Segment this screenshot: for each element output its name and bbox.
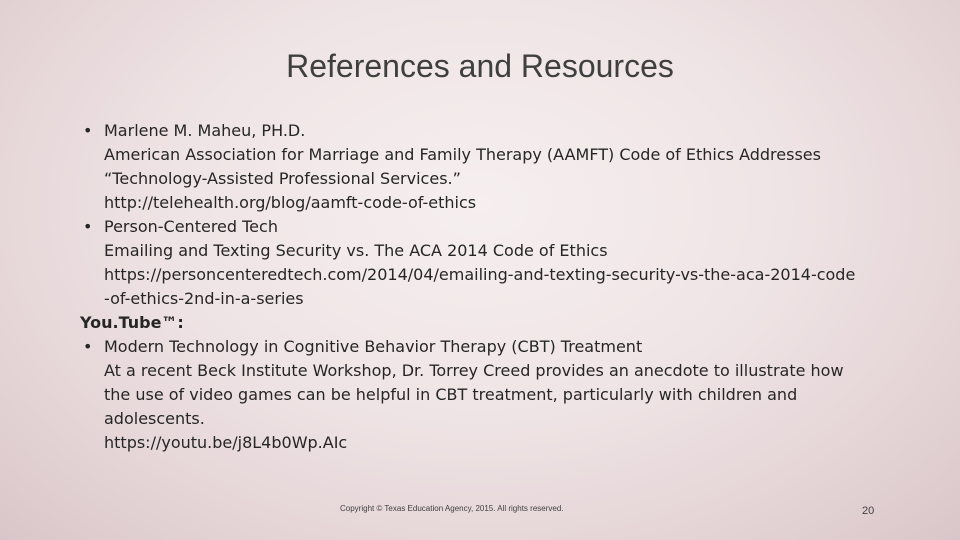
reference-2-url[interactable]: https://personcenteredtech.com/2014/04/emailing-and-texting-security-vs-the-aca-2014-code -of-ethics-2nd-in-a-series	[104, 265, 856, 308]
reference-2-title: Emailing and Texting Security vs. The ACA 2014 Code of Ethics	[104, 241, 608, 260]
reference-2-author: • Person-Centered Tech	[80, 215, 900, 239]
slide-title: References and Resources	[286, 48, 674, 84]
bullet-icon: •	[83, 217, 93, 236]
references-list	[80, 119, 900, 455]
reference-1-url[interactable]: http://telehealth.org/blog/aamft-code-of-ethics	[104, 193, 477, 212]
reference-1-subtitle: “Technology-Assisted Professional Services.”	[104, 169, 461, 188]
reference-1-title: American Association for Marriage and Family Therapy (AAMFT) Code of Ethics Addresses	[104, 145, 821, 164]
bullet-icon: •	[83, 121, 93, 140]
copyright-footer: Copyright © Texas Education Agency, 2015. All rights reserved.	[340, 504, 564, 513]
reference-3-title: • Modern Technology in Cognitive Behavior Therapy (CBT) Treatment	[80, 335, 900, 359]
youtube-heading: You.Tube™:	[80, 313, 184, 332]
reference-3-description: At a recent Beck Institute Workshop, Dr. Torrey Creed provides an anecdote to illustrate how the use of video games can be helpful in CBT treatment, particularly with children and adolescents.	[104, 361, 844, 428]
bullet-icon: •	[83, 337, 93, 356]
reference-1-author: • Marlene M. Maheu, PH.D.	[80, 119, 900, 143]
page-number: 20	[862, 505, 875, 517]
reference-3-url[interactable]: https://youtu.be/j8L4b0Wp.AIc	[104, 433, 348, 452]
